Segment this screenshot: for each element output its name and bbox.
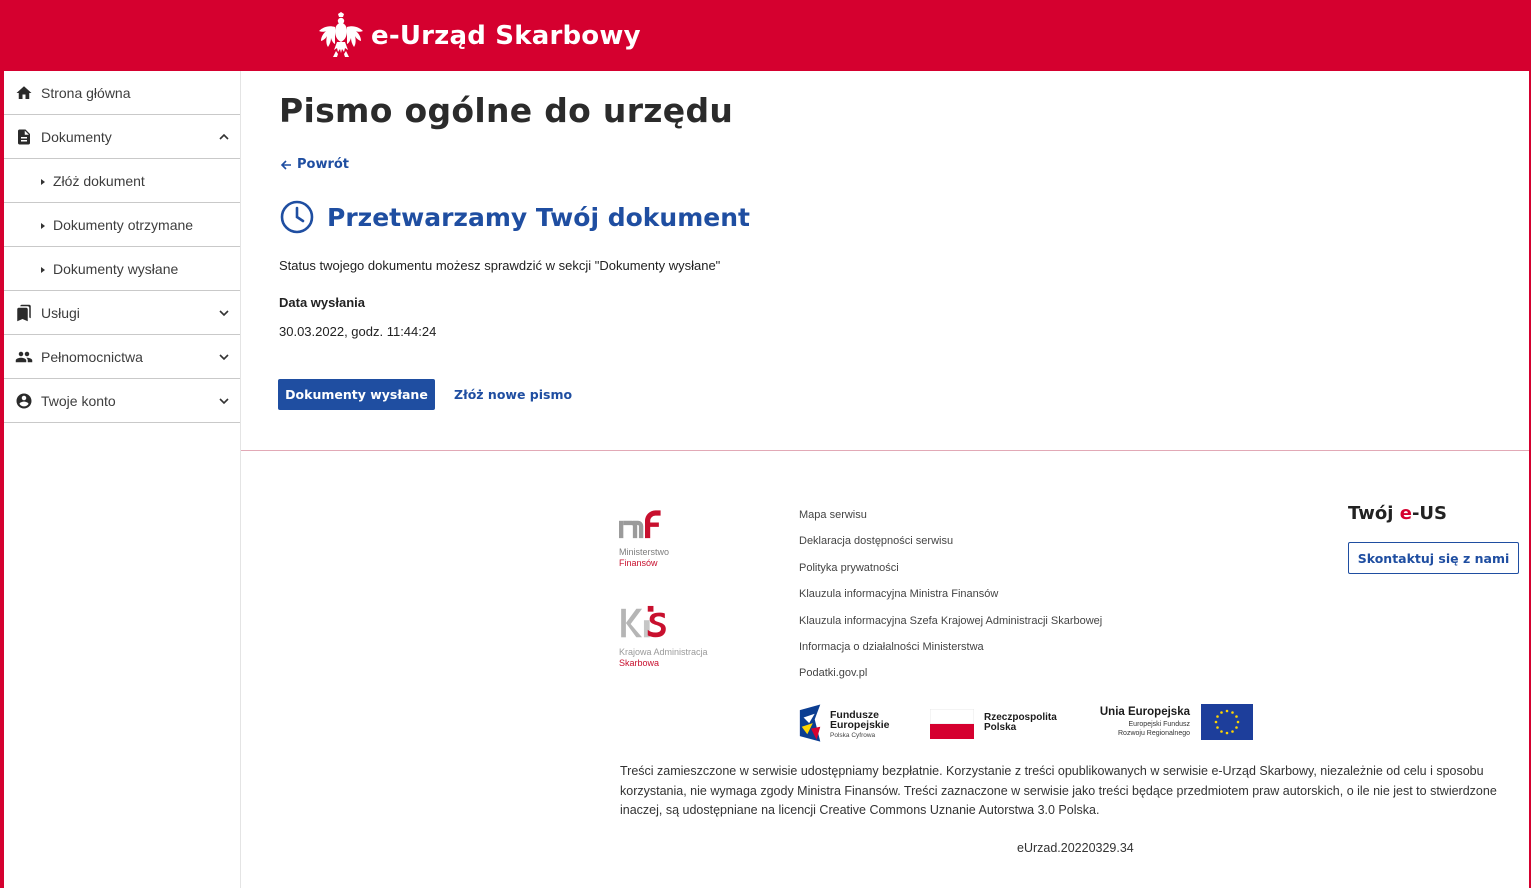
mf-logo-line2: Finansów: [619, 558, 658, 568]
chevron-up-icon: [218, 131, 230, 143]
footer-link-sitemap[interactable]: Mapa serwisu: [799, 509, 867, 521]
status-info-text: Status twojego dokumentu możesz sprawdzić w sekcji "Dokumenty wysłane": [279, 258, 721, 273]
sidebar-item-documents[interactable]: [4, 115, 240, 159]
sidebar-item-label: Dokumenty otrzymane: [53, 217, 194, 233]
sent-documents-button[interactable]: Dokumenty wysłane: [278, 379, 435, 410]
rp-logo-line1: Rzeczpospolita: [984, 712, 1057, 723]
clock-icon: [279, 199, 315, 235]
copyright-text: Treści zamieszczone w serwisie udostępniamy bezpłatnie. Korzystanie z treści opublikowanych w serwisie e-Urząd Skarbowy, niezależnie od celu i sposobu korzystania, nie wymaga zgody Ministra Finansów. Treści zaznaczone w serwisie jako treści będące przedmiotem praw autorskich, o ile nie jest to stwierdzone inaczej, są udostępniane na licencji Creative Commons Uznanie Autorstwa 3.0 Polska.: [620, 764, 1497, 817]
home-icon: [15, 84, 33, 102]
sidebar-item-home[interactable]: [4, 71, 240, 115]
sidebar-subitem-received-documents[interactable]: [4, 203, 240, 247]
footer-link-ministry-info[interactable]: Informacja o działalności Ministerstwa: [799, 640, 984, 653]
twoj-eus-accent: e: [1399, 503, 1412, 524]
rzeczpospolita-polska-logo: [930, 703, 1070, 745]
mf-logo-mark: [619, 507, 671, 545]
people-icon: [15, 348, 33, 366]
sidebar-item-label: Złóż dokument: [53, 173, 145, 189]
footer-link-mf-clause[interactable]: Klauzula informacyjna Ministra Finansów: [799, 588, 999, 601]
eu-flag-icon: [1201, 704, 1253, 740]
bullet-icon: [41, 179, 45, 185]
date-label: Data wysłania: [279, 295, 365, 310]
footer-links: [799, 509, 1102, 694]
sidebar-nav: [4, 71, 241, 888]
kas-logo-line1: Krajowa Administracja: [619, 647, 708, 657]
page-title: Pismo ogólne do urzędu: [279, 91, 734, 130]
twoj-eus-heading: [1348, 503, 1447, 524]
sidebar-subitem-submit-document[interactable]: [4, 159, 240, 203]
bullet-icon: [41, 267, 45, 273]
chevron-down-icon: [218, 307, 230, 319]
fe-logo-line1: Fundusze: [830, 709, 879, 721]
back-link-label: Powrót: [297, 157, 350, 172]
fe-logo-mark: [798, 703, 824, 745]
twoj-eus-prefix: Twój: [1348, 503, 1400, 524]
contact-us-button[interactable]: Skontaktuj się z nami: [1348, 542, 1519, 574]
top-header: [0, 0, 1531, 71]
eu-logo-line1: Unia Europejska: [1099, 706, 1190, 718]
page-footer: [241, 451, 1529, 888]
fe-logo-line3: Polska Cyfrowa: [830, 732, 876, 739]
account-icon: [15, 392, 33, 410]
footer-link-accessibility[interactable]: Deklaracja dostępności serwisu: [799, 535, 954, 548]
chevron-down-icon: [218, 351, 230, 363]
bookmark-icon: [15, 304, 33, 322]
document-icon: [15, 128, 33, 146]
twoj-eus-suffix: -US: [1411, 503, 1448, 524]
sidebar-item-authorizations[interactable]: [4, 335, 240, 379]
date-value: 30.03.2022, godz. 11:44:24: [279, 324, 437, 339]
sidebar-item-label: Dokumenty wysłane: [53, 261, 179, 277]
chevron-down-icon: [218, 395, 230, 407]
back-link[interactable]: [279, 157, 349, 172]
ministry-of-finance-logo[interactable]: [619, 507, 699, 569]
sidebar-item-account[interactable]: [4, 379, 240, 423]
sidebar-subitem-sent-documents[interactable]: [4, 247, 240, 291]
rp-logo-line2: Polska: [984, 722, 1017, 733]
unia-europejska-logo: [1088, 703, 1253, 745]
version-text: eUrzad.20220329.34: [1017, 841, 1134, 855]
arrow-left-icon: [279, 158, 293, 172]
main-content: [241, 71, 1529, 451]
polish-eagle-icon: [317, 11, 365, 61]
fe-logo-line2: Europejskie: [830, 719, 890, 731]
footer-link-kas-clause[interactable]: Klauzula informacyjna Szefa Krajowej Administracji Skarbowej: [799, 614, 1103, 627]
new-letter-link[interactable]: Złóż nowe pismo: [454, 387, 573, 402]
footer-link-privacy[interactable]: Polityka prywatności: [799, 561, 899, 574]
eu-logo-line3: Rozwoju Regionalnego: [1118, 730, 1190, 737]
sidebar-item-label: Pełnomocnictwa: [41, 349, 143, 365]
sidebar-item-services[interactable]: [4, 291, 240, 335]
kas-logo-line2: Skarbowa: [619, 658, 660, 668]
eu-funding-logos: [798, 703, 1253, 745]
fundusze-europejskie-logo: [798, 703, 898, 745]
eu-logo-line2: Europejski Fundusz: [1128, 721, 1190, 728]
mf-logo-line1: Ministerstwo: [619, 547, 670, 557]
footer-link-podatki[interactable]: Podatki.gov.pl: [799, 667, 868, 680]
sidebar-item-label: Twoje konto: [41, 393, 116, 409]
brand-title: e-Urząd Skarbowy: [371, 21, 641, 51]
kas-logo[interactable]: [619, 605, 739, 667]
status-heading: [279, 199, 750, 235]
sidebar-item-label: Usługi: [41, 305, 80, 321]
brand-link[interactable]: [317, 10, 641, 62]
sidebar-item-label: Dokumenty: [41, 129, 112, 145]
kas-logo-mark: [619, 605, 667, 643]
bullet-icon: [41, 223, 45, 229]
sidebar-item-label: Strona główna: [41, 85, 131, 101]
status-heading-text: Przetwarzamy Twój dokument: [327, 202, 750, 232]
polish-flag-icon: [930, 709, 974, 739]
